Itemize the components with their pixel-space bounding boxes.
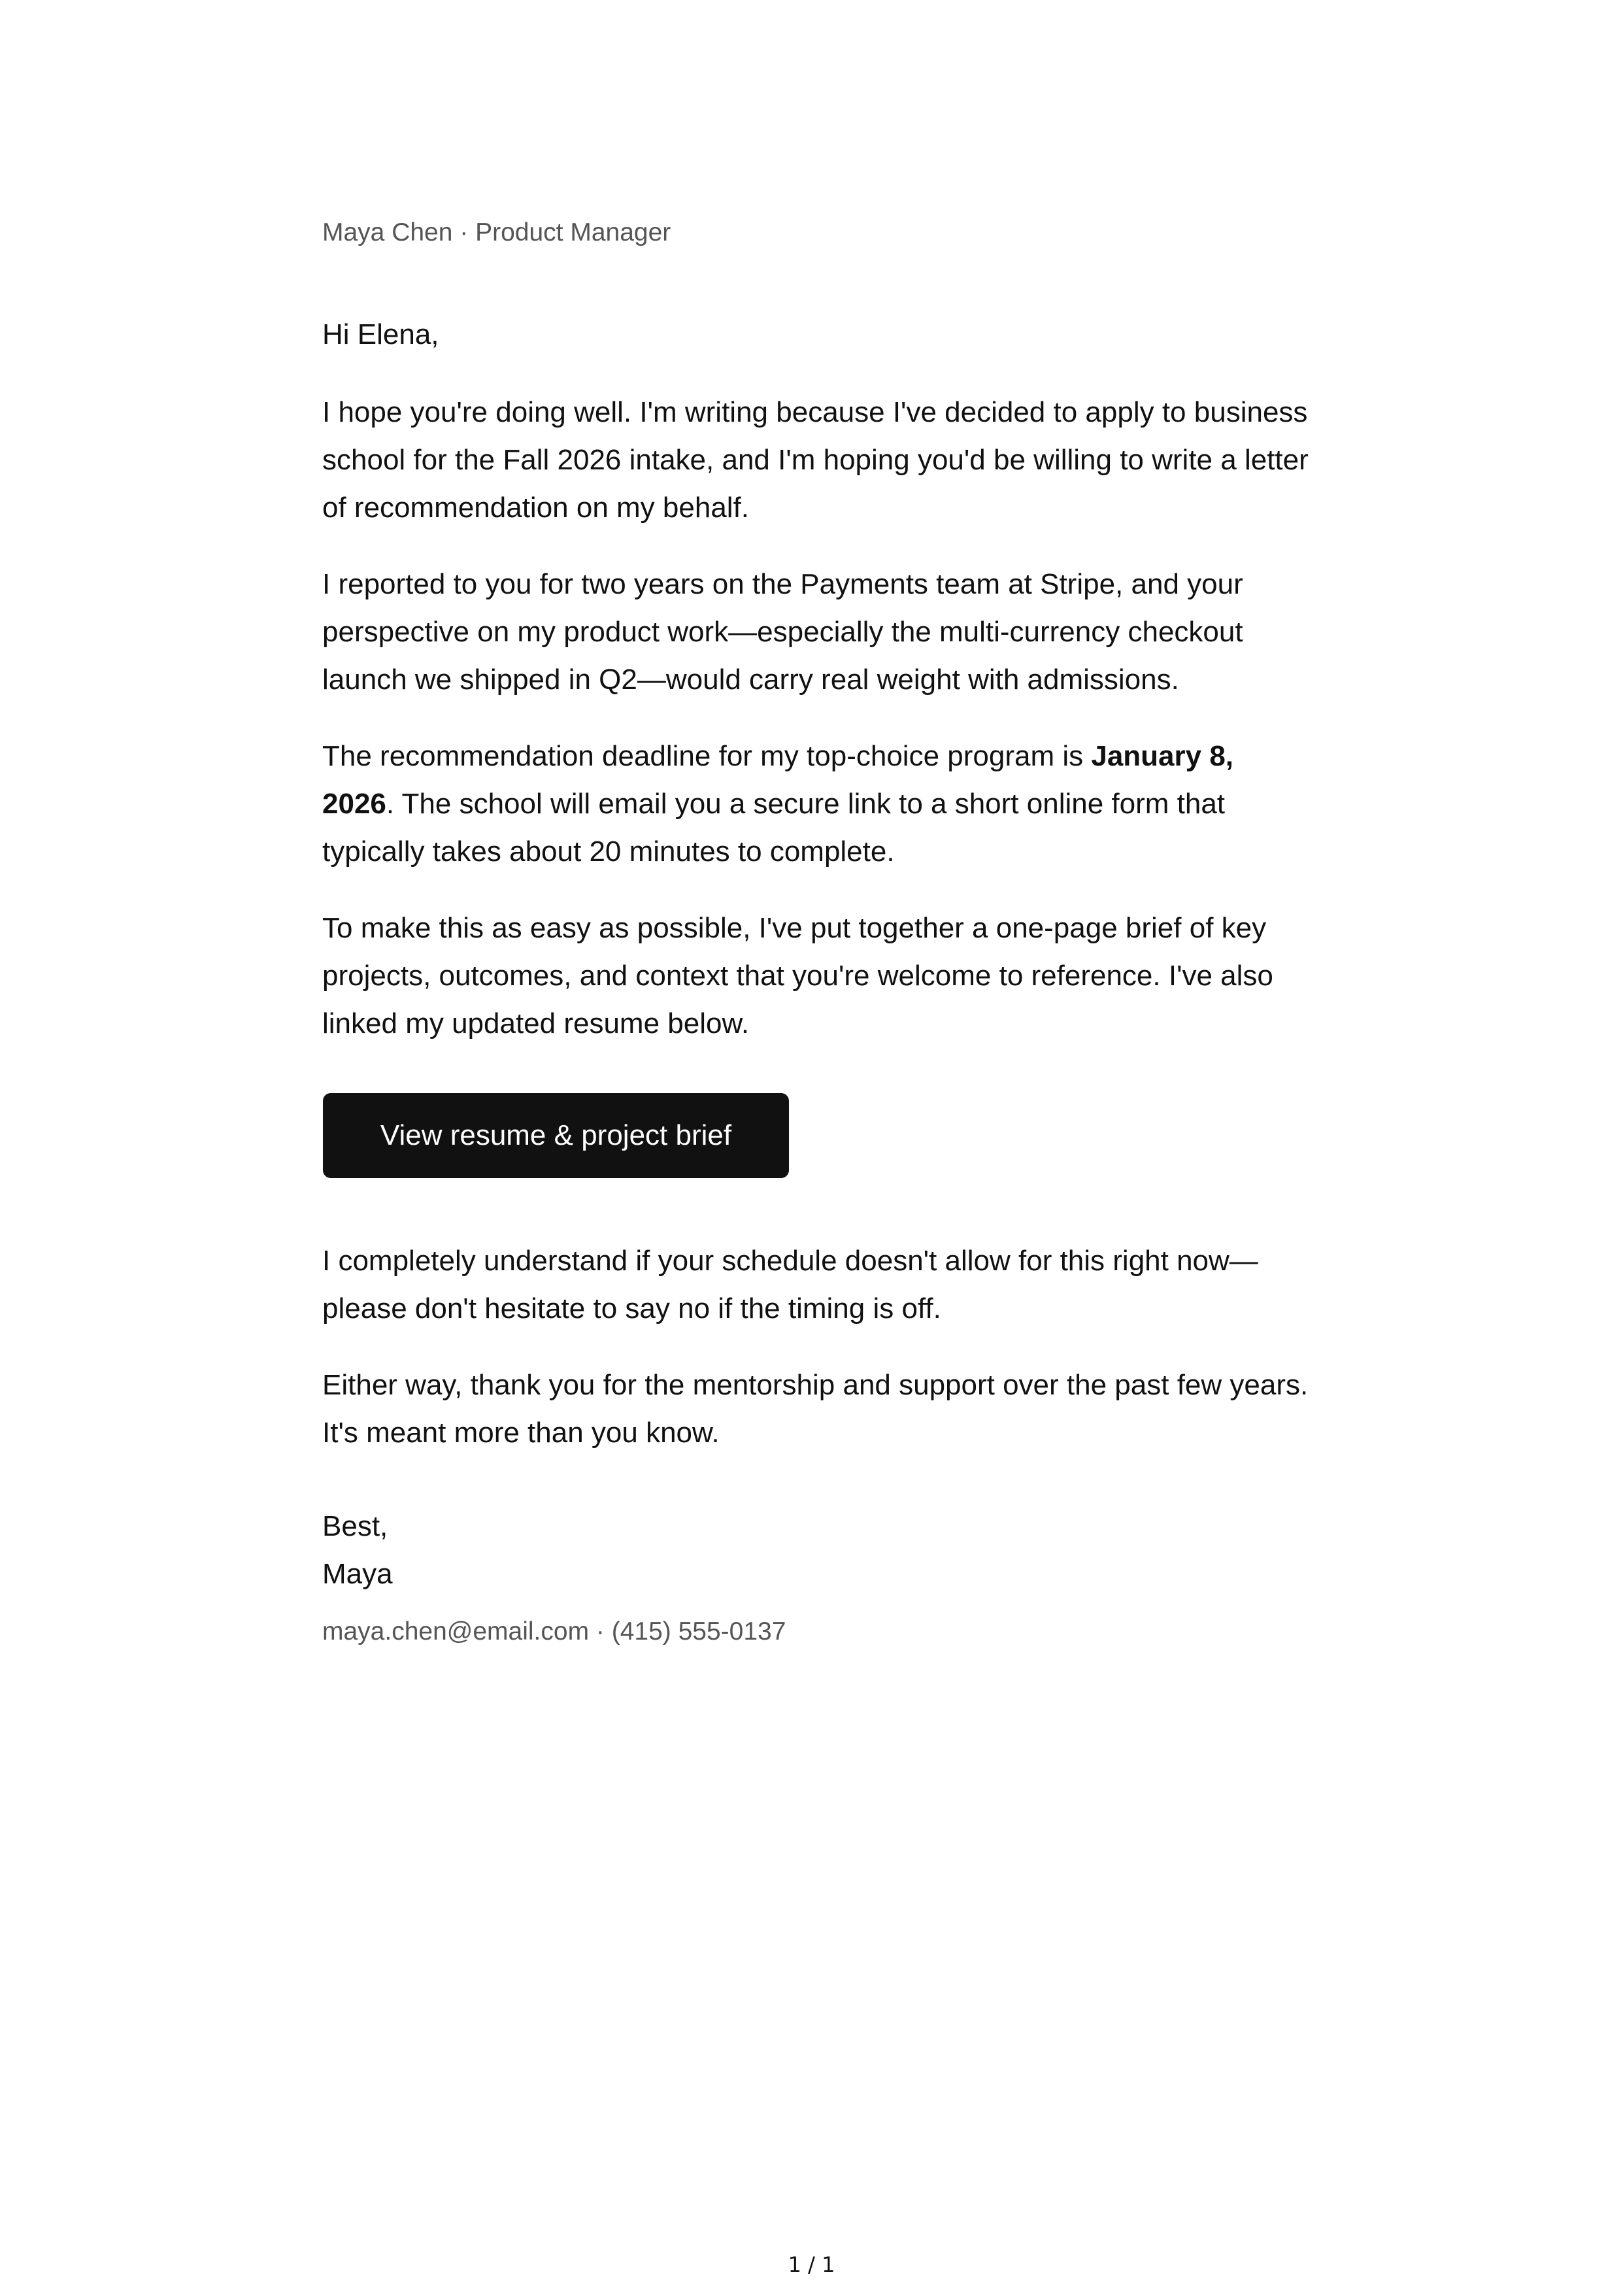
paragraph-context: I reported to you for two years on the Payments team at Stripe, and your perspective on my product work—especially the multi-currency checkout launch we shipped in Q2—would carry real weight with admissions. [322, 568, 1243, 696]
deadline-date: January 8, 2026 [322, 740, 1234, 820]
paragraph-understanding: I completely understand if your schedule doesn't allow for this right now—please don't hesitate to say no if the timing is off. [322, 1245, 1258, 1325]
paragraph-deadline [322, 732, 1309, 875]
view-resume-button[interactable]: View resume & project brief [323, 1093, 789, 1178]
paragraph-intro: I hope you're doing well. I'm writing because I've decided to apply to business school for the Fall 2026 intake, and I'm hoping you'd be willing to write a letter of recommendation on my behalf. [322, 396, 1309, 524]
paragraph-brief: To make this as easy as possible, I've put together a one-page brief of key projects, outcomes, and context that you're welcome to reference. I've also linked my updated resume below. [322, 912, 1273, 1039]
contact-line: maya.chen@email.com · (415) 555-0137 [322, 1617, 786, 1646]
page-indicator: 1 / 1 [788, 2252, 835, 2277]
greeting: Hi Elena, [322, 318, 439, 350]
deadline-text-before: The recommendation deadline for my top-choice program is [322, 740, 1092, 772]
signoff: Best, [322, 1510, 388, 1542]
sender-line: Maya Chen · Product Manager [322, 218, 671, 246]
paragraph-thanks: Either way, thank you for the mentorship and support over the past few years. It's meant more than you know. [322, 1369, 1309, 1449]
deadline-text-after: . The school will email you a secure link to a short online form that typically takes about 20 minutes to complete. [322, 788, 1226, 868]
signature-name: Maya [322, 1558, 393, 1590]
